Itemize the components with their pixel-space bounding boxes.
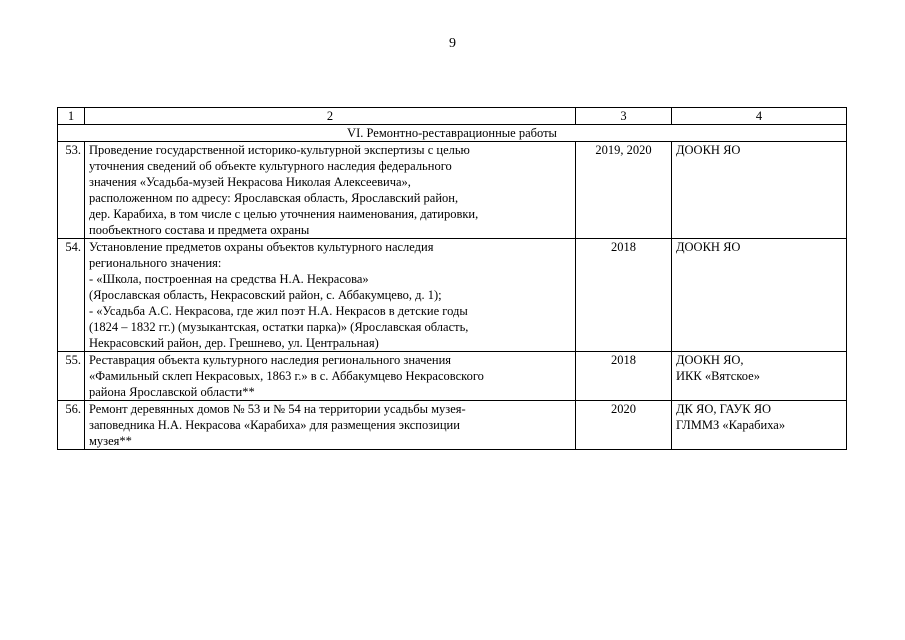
table-row: [58, 142, 847, 239]
executor-line: ГЛММЗ «Карабиха»: [676, 418, 786, 432]
description-line: (Ярославская область, Некрасовский район, с. Аббакумцево, д. 1);: [89, 288, 442, 302]
description-line: - «Школа, построенная на средства Н.А. Некрасова»: [89, 272, 369, 286]
row-number: 56.: [58, 401, 85, 450]
header-cell-4: 4: [672, 108, 847, 125]
executor-line: ИКК «Вятское»: [676, 369, 760, 383]
row-year: 2018: [576, 352, 672, 401]
header-cell-2: 2: [85, 108, 576, 125]
header-cell-1: 1: [58, 108, 85, 125]
table-header-row: [58, 108, 847, 125]
row-number: 55.: [58, 352, 85, 401]
row-number: 54.: [58, 239, 85, 352]
description-line: Ремонт деревянных домов № 53 и № 54 на территории усадьбы музея-: [89, 402, 466, 416]
description-line: Некрасовский район, дер. Грешнево, ул. Центральная): [89, 336, 379, 350]
description-line: расположенном по адресу: Ярославская область, Ярославский район,: [89, 191, 459, 205]
description-line: значения «Усадьба-музей Некрасова Николая Алексеевича»,: [89, 175, 411, 189]
table-row: [58, 401, 847, 450]
events-table: [57, 107, 847, 450]
description-line: заповедника Н.А. Некрасова «Карабиха» для размещения экспозиции: [89, 418, 460, 432]
executor-line: ДК ЯО, ГАУК ЯО: [676, 402, 772, 416]
section-title: VI. Ремонтно-реставрационные работы: [58, 125, 847, 142]
executor-line: ДООКН ЯО: [676, 240, 741, 254]
row-description: [85, 401, 576, 450]
description-line: музея**: [89, 434, 132, 448]
description-line: пообъектного состава и предмета охраны: [89, 223, 310, 237]
description-line: уточнения сведений об объекте культурного наследия федерального: [89, 159, 452, 173]
row-description: [85, 142, 576, 239]
row-executor: [672, 401, 847, 450]
header-cell-3: 3: [576, 108, 672, 125]
row-description: [85, 239, 576, 352]
row-year: 2019, 2020: [576, 142, 672, 239]
description-line: (1824 – 1832 гг.) (музыкантская, остатки парка)» (Ярославская область,: [89, 320, 469, 334]
row-year: 2020: [576, 401, 672, 450]
description-line: - «Усадьба А.С. Некрасова, где жил поэт Н.А. Некрасов в детские годы: [89, 304, 468, 318]
table-row: [58, 352, 847, 401]
description-line: Проведение государственной историко-культурной экспертизы с целью: [89, 143, 470, 157]
description-line: Установление предметов охраны объектов культурного наследия: [89, 240, 434, 254]
executor-line: ДООКН ЯО,: [676, 353, 744, 367]
description-line: дер. Карабиха, в том числе с целью уточнения наименования, датировки,: [89, 207, 479, 221]
description-line: «Фамильный склеп Некрасовых, 1863 г.» в с. Аббакумцево Некрасовского: [89, 369, 484, 383]
row-number: 53.: [58, 142, 85, 239]
description-line: Реставрация объекта культурного наследия регионального значения: [89, 353, 452, 367]
description-line: регионального значения:: [89, 256, 222, 270]
row-year: 2018: [576, 239, 672, 352]
row-executor: [672, 239, 847, 352]
row-executor: [672, 352, 847, 401]
section-row: [58, 125, 847, 142]
description-line: района Ярославской области**: [89, 385, 255, 399]
row-description: [85, 352, 576, 401]
table-row: [58, 239, 847, 352]
page-number: 9: [449, 36, 456, 51]
row-executor: [672, 142, 847, 239]
executor-line: ДООКН ЯО: [676, 143, 741, 157]
